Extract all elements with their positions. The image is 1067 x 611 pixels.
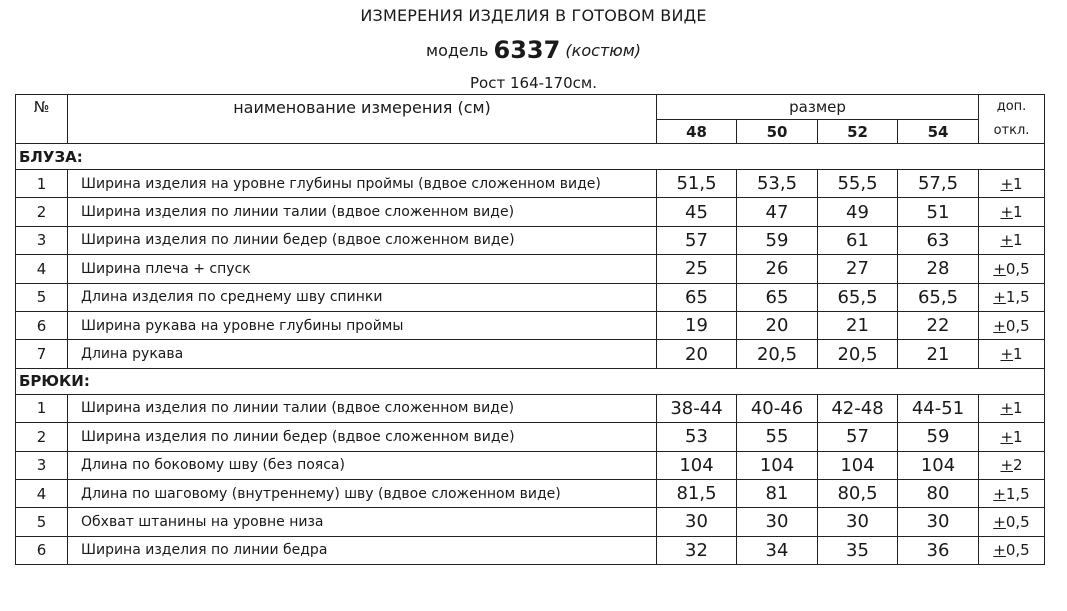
measurement-value: 21 xyxy=(818,311,898,339)
plus-minus-sign: + xyxy=(993,484,1006,503)
row-number: 2 xyxy=(16,423,68,451)
table-row xyxy=(16,283,1045,311)
row-number: 3 xyxy=(16,226,68,254)
measurement-value: 30 xyxy=(657,508,737,536)
row-number: 3 xyxy=(16,451,68,479)
tolerance-value: 1 xyxy=(1013,231,1023,250)
plus-minus-sign: + xyxy=(1000,231,1014,250)
row-number: 4 xyxy=(16,479,68,507)
measurement-value: 57 xyxy=(818,423,898,451)
tolerance-cell xyxy=(979,423,1045,451)
table-row xyxy=(16,451,1045,479)
plus-minus-sign: + xyxy=(1000,399,1014,418)
tolerance-cell xyxy=(979,311,1045,339)
measurement-value: 104 xyxy=(737,451,818,479)
tolerance-value: 0,5 xyxy=(1005,541,1030,560)
row-number: 7 xyxy=(16,340,68,368)
section-header-row xyxy=(16,368,1045,394)
tolerance-cell xyxy=(979,170,1045,198)
column-header-tolerance xyxy=(979,95,1045,144)
measurement-value: 65 xyxy=(657,283,737,311)
table-row xyxy=(16,170,1045,198)
table-body xyxy=(16,144,1045,565)
measurement-name: Ширина изделия на уровне глубины проймы (вдвое сложенном виде) xyxy=(68,170,657,198)
model-note: (костюм) xyxy=(565,41,641,60)
measurement-name: Длина по боковому шву (без пояса) xyxy=(68,451,657,479)
column-header-size: размер xyxy=(657,95,979,120)
measurement-value: 36 xyxy=(898,536,979,564)
table-row xyxy=(16,311,1045,339)
row-number: 2 xyxy=(16,198,68,226)
row-number: 1 xyxy=(16,394,68,422)
measurement-value: 65,5 xyxy=(818,283,898,311)
measurement-value: 45 xyxy=(657,198,737,226)
measurement-value: 22 xyxy=(898,311,979,339)
row-number: 1 xyxy=(16,170,68,198)
measurement-value: 59 xyxy=(898,423,979,451)
table-row xyxy=(16,508,1045,536)
measurement-value: 65 xyxy=(737,283,818,311)
tolerance-value: 1,5 xyxy=(1005,484,1030,503)
plus-minus-sign: + xyxy=(1000,345,1014,364)
measurement-value: 20 xyxy=(737,311,818,339)
height-range: Рост 164-170см. xyxy=(470,74,597,92)
tolerance-value: 2 xyxy=(1013,456,1023,475)
tolerance-cell xyxy=(979,340,1045,368)
measurement-value: 81 xyxy=(737,479,818,507)
table-row xyxy=(16,255,1045,283)
plus-minus-sign: + xyxy=(1000,427,1014,446)
plus-minus-sign: + xyxy=(993,288,1006,307)
measurement-value: 55 xyxy=(737,423,818,451)
tolerance-cell xyxy=(979,479,1045,507)
table-row xyxy=(16,423,1045,451)
size-header: 48 xyxy=(657,120,737,144)
tolerance-value: 0,5 xyxy=(1005,316,1030,335)
measurement-value: 65,5 xyxy=(898,283,979,311)
measurement-value: 51 xyxy=(898,198,979,226)
plus-minus-sign: + xyxy=(993,512,1006,531)
tolerance-value: 1 xyxy=(1013,427,1023,446)
measurement-value: 104 xyxy=(898,451,979,479)
model-number: 6337 xyxy=(493,36,561,64)
measurement-value: 47 xyxy=(737,198,818,226)
plus-minus-sign: + xyxy=(993,259,1006,278)
plus-minus-sign: + xyxy=(1000,203,1014,222)
size-header: 52 xyxy=(818,120,898,144)
measurement-value: 59 xyxy=(737,226,818,254)
measurement-value: 40-46 xyxy=(737,394,818,422)
measurement-value: 35 xyxy=(818,536,898,564)
tolerance-cell xyxy=(979,255,1045,283)
table-row xyxy=(16,536,1045,564)
size-header: 54 xyxy=(898,120,979,144)
tolerance-cell xyxy=(979,198,1045,226)
tolerance-cell xyxy=(979,394,1045,422)
measurement-name: Обхват штанины на уровне низа xyxy=(68,508,657,536)
tolerance-value: 1 xyxy=(1013,345,1023,364)
measurement-name: Длина по шаговому (внутреннему) шву (вдвое сложенном виде) xyxy=(68,479,657,507)
measurement-value: 80 xyxy=(898,479,979,507)
measurement-value: 19 xyxy=(657,311,737,339)
measurement-value: 51,5 xyxy=(657,170,737,198)
measurement-value: 53 xyxy=(657,423,737,451)
measurement-value: 53,5 xyxy=(737,170,818,198)
tolerance-value: 0,5 xyxy=(1005,512,1030,531)
tolerance-cell xyxy=(979,508,1045,536)
measurement-value: 20 xyxy=(657,340,737,368)
table-row xyxy=(16,198,1045,226)
measurement-name: Ширина плеча + спуск xyxy=(68,255,657,283)
row-number: 4 xyxy=(16,255,68,283)
plus-minus-sign: + xyxy=(1000,456,1014,475)
table-row xyxy=(16,340,1045,368)
measurement-value: 28 xyxy=(898,255,979,283)
document-title: ИЗМЕРЕНИЯ ИЗДЕЛИЯ В ГОТОВОМ ВИДЕ xyxy=(360,6,707,25)
measurement-value: 26 xyxy=(737,255,818,283)
row-number: 6 xyxy=(16,536,68,564)
measurement-name: Ширина изделия по линии бедра xyxy=(68,536,657,564)
measurement-value: 30 xyxy=(898,508,979,536)
section-title: БЛУЗА: xyxy=(16,144,1045,170)
measurement-value: 81,5 xyxy=(657,479,737,507)
table-row xyxy=(16,479,1045,507)
measurement-name: Ширина изделия по линии талии (вдвое сложенном виде) xyxy=(68,198,657,226)
measurement-value: 61 xyxy=(818,226,898,254)
measurement-value: 20,5 xyxy=(737,340,818,368)
measurement-value: 21 xyxy=(898,340,979,368)
row-number: 5 xyxy=(16,508,68,536)
tolerance-cell xyxy=(979,451,1045,479)
tolerance-cell xyxy=(979,283,1045,311)
measurement-value: 38-44 xyxy=(657,394,737,422)
measurement-name: Длина рукава xyxy=(68,340,657,368)
row-number: 5 xyxy=(16,283,68,311)
section-title: БРЮКИ: xyxy=(16,368,1045,394)
row-number: 6 xyxy=(16,311,68,339)
measurement-name: Ширина изделия по линии талии (вдвое сложенном виде) xyxy=(68,394,657,422)
measurement-value: 30 xyxy=(737,508,818,536)
tolerance-cell xyxy=(979,226,1045,254)
tolerance-value: 1 xyxy=(1013,203,1023,222)
section-header-row xyxy=(16,144,1045,170)
measurement-value: 27 xyxy=(818,255,898,283)
tolerance-header-line1: доп. xyxy=(996,99,1027,114)
measurement-value: 34 xyxy=(737,536,818,564)
measurement-value: 104 xyxy=(818,451,898,479)
measurement-value: 42-48 xyxy=(818,394,898,422)
measurement-value: 80,5 xyxy=(818,479,898,507)
plus-minus-sign: + xyxy=(993,541,1006,560)
tolerance-value: 0,5 xyxy=(1005,259,1030,278)
measurement-value: 104 xyxy=(657,451,737,479)
tolerance-value: 1 xyxy=(1013,174,1023,193)
measurement-value: 57 xyxy=(657,226,737,254)
measurement-name: Ширина изделия по линии бедер (вдвое сложенном виде) xyxy=(68,226,657,254)
tolerance-header-line2: откл. xyxy=(993,123,1030,138)
measurement-value: 49 xyxy=(818,198,898,226)
measurement-value: 32 xyxy=(657,536,737,564)
measurement-value: 44-51 xyxy=(898,394,979,422)
tolerance-value: 1 xyxy=(1013,399,1023,418)
plus-minus-sign: + xyxy=(993,316,1006,335)
measurement-value: 25 xyxy=(657,255,737,283)
plus-minus-sign: + xyxy=(1000,174,1014,193)
measurement-name: Ширина рукава на уровне глубины проймы xyxy=(68,311,657,339)
measurement-value: 63 xyxy=(898,226,979,254)
measurement-name: Ширина изделия по линии бедер (вдвое сложенном виде) xyxy=(68,423,657,451)
tolerance-cell xyxy=(979,536,1045,564)
table-row xyxy=(16,226,1045,254)
size-header: 50 xyxy=(737,120,818,144)
measurement-value: 30 xyxy=(818,508,898,536)
table-row xyxy=(16,394,1045,422)
tolerance-value: 1,5 xyxy=(1005,288,1030,307)
measurement-name: Длина изделия по среднему шву спинки xyxy=(68,283,657,311)
measurement-value: 57,5 xyxy=(898,170,979,198)
measurements-table xyxy=(15,94,1045,565)
column-header-number: № xyxy=(16,95,68,144)
measurement-value: 20,5 xyxy=(818,340,898,368)
model-prefix: модель xyxy=(426,41,489,60)
measurement-value: 55,5 xyxy=(818,170,898,198)
model-line xyxy=(0,36,1067,64)
column-header-name: наименование измерения (см) xyxy=(68,95,657,144)
